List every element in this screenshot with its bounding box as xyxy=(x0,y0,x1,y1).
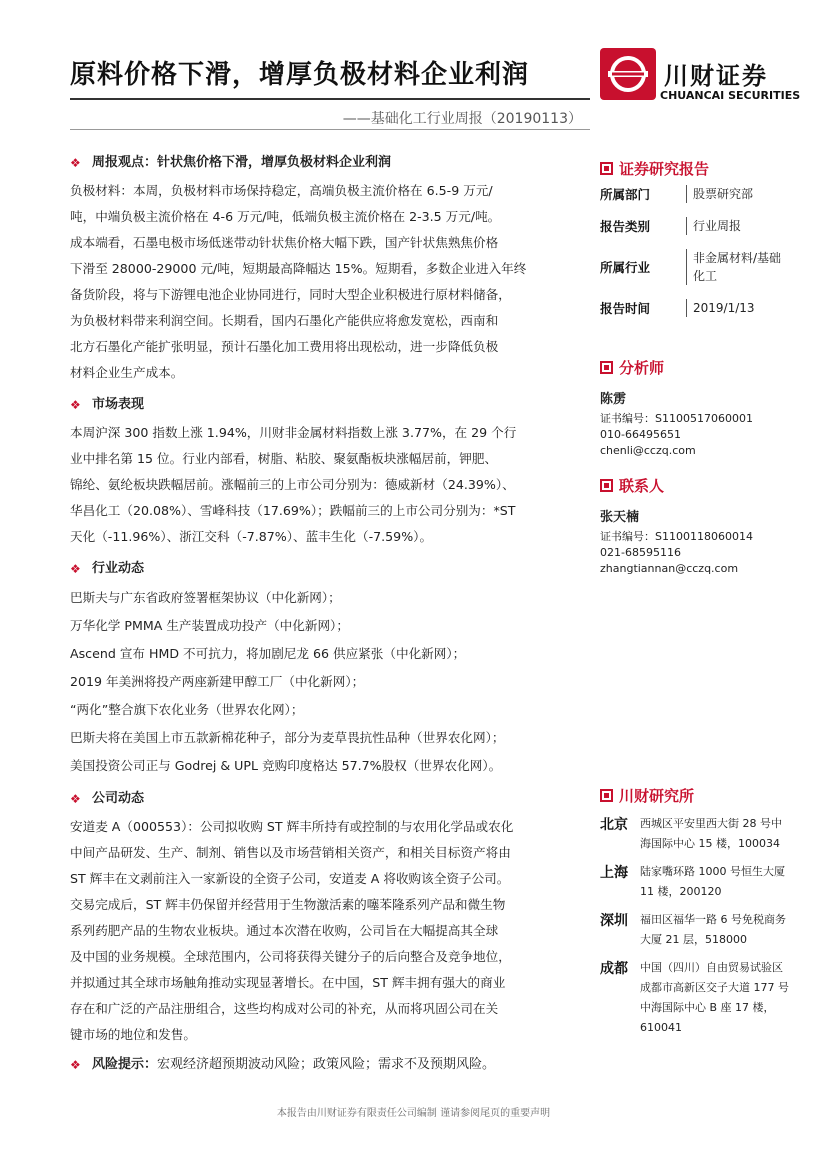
text-line: 中间产品研发、生产、制剂、销售以及市场营销相关资产，和相关目标资产将由 xyxy=(70,845,511,860)
diamond-bullet-icon: ❖ xyxy=(70,792,81,806)
info-row xyxy=(600,217,790,235)
text-line: 华昌化工（20.08%）、雪峰科技（17.69%）；跌幅前三的上市公司分别为：*ST xyxy=(70,503,516,518)
text-line: 安道麦 A（000553）：公司拟收购 ST 辉丰所持有或控制的与农用化学品或农化 xyxy=(70,819,514,834)
header-divider-bottom xyxy=(70,129,590,130)
page-title: 原料价格下滑，增厚负极材料企业利润 xyxy=(70,60,530,90)
analyst-name: 陈雳 xyxy=(600,392,627,407)
info-value: 股票研究部 xyxy=(686,185,790,203)
sidebar-heading-report: 证券研究报告 xyxy=(600,158,790,179)
news-item: “两化”整合旗下农化业务（世界农化网）； xyxy=(70,702,304,717)
sidebar-heading-institute: 川财研究所 xyxy=(600,785,790,806)
sidebar-heading-contact: 联系人 xyxy=(600,475,790,496)
text-line: 本周沪深 300 指数上涨 1.94%，川财非金属材料指数上涨 3.77%，在 29 个行 xyxy=(70,425,517,440)
news-item: 万华化学 PMMA 生产装置成功投产（中化新网）； xyxy=(70,618,349,633)
text-line: 成本端看，石墨电极市场低迷带动针状焦价格大幅下跌，国产针状焦熟焦价格 xyxy=(70,235,499,250)
text-line: 业中排名第 15 位。行业内部看，树脂、粘胶、聚氨酯板块涨幅居前，钾肥、 xyxy=(70,451,498,466)
square-bullet-icon xyxy=(600,789,613,802)
square-bullet-icon xyxy=(600,361,613,374)
risk-label: 风险提示： xyxy=(92,1057,158,1072)
company-paragraph xyxy=(70,814,592,1048)
brand-logo-icon xyxy=(600,48,656,100)
news-item: 2019 年美洲将投产两座新建甲醇工厂（中化新网）； xyxy=(70,674,365,689)
info-value: 2019/1/13 xyxy=(686,299,790,317)
office-addr: 福田区福华一路 6 号免税商务大厦 21 层，518000 xyxy=(640,913,786,946)
news-item: 美国投资公司正与 Godrej & UPL 竞购印度格达 57.7%股权（世界农化网）。 xyxy=(70,758,502,773)
text-line: 交易完成后，ST 辉丰仍保留并经营用于生物激活素的噻苯隆系列产品和微生物 xyxy=(70,897,506,912)
section-heading-view: ❖ 周报观点：针状焦价格下滑，增厚负极材料企业利润 xyxy=(70,150,592,176)
view-paragraph xyxy=(70,178,592,386)
square-bullet-icon xyxy=(600,162,613,175)
page-footer: 本报告由川财证券有限责任公司编制 谨请参阅尾页的重要声明 xyxy=(276,1108,551,1119)
news-item: Ascend 宣布 HMD 不可抗力，将加剧尼龙 66 供应紧张（中化新网）； xyxy=(70,646,466,661)
info-row xyxy=(600,249,790,285)
office-city: 上海 xyxy=(600,865,628,881)
contact-phone: 021-68595116 xyxy=(600,546,681,559)
header-divider xyxy=(70,98,590,100)
office-address xyxy=(600,814,790,854)
text-line: 键市场的地位和发售。 xyxy=(70,1027,196,1042)
text-line: ST 辉丰在文剥前注入一家新设的全资子公司，安道麦 A 将收购该全资子公司。 xyxy=(70,871,510,886)
risk-row xyxy=(70,1052,592,1078)
info-key: 报告时间 xyxy=(600,301,651,316)
text-line: 备货阶段，将与下游锂电池企业协同进行，同时大型企业积极进行原材料储备， xyxy=(70,287,511,302)
risk-text: 宏观经济超预期波动风险；政策风险；需求不及预期风险。 xyxy=(157,1057,496,1072)
sidebar-heading-analyst: 分析师 xyxy=(600,357,790,378)
text-line: 锦纶、氨纶板块跌幅居前。涨幅前三的上市公司分别为：德威新材（24.39%）、 xyxy=(70,477,515,492)
text-line: 天化（-11.96%）、浙江交科（-7.87%）、蓝丰生化（-7.59%）。 xyxy=(70,529,433,544)
office-city: 北京 xyxy=(600,817,628,833)
office-address xyxy=(600,910,790,950)
market-paragraph xyxy=(70,420,592,550)
info-row xyxy=(600,299,790,317)
info-key: 所属行业 xyxy=(600,260,651,275)
contact-email[interactable]: zhangtiannan@cczq.com xyxy=(600,562,739,575)
industry-news-list xyxy=(70,584,592,780)
text-line: 并拟通过其全球市场触角推动实现显著增长。在中国，ST 辉丰拥有强大的商业 xyxy=(70,975,506,990)
info-value: 行业周报 xyxy=(686,217,790,235)
main-content xyxy=(70,148,592,1080)
section-heading-company: ❖ 公司动态 xyxy=(70,786,592,812)
diamond-bullet-icon: ❖ xyxy=(70,398,81,412)
sidebar xyxy=(600,158,790,1038)
report-subtitle: ——基础化工行业周报（20190113） xyxy=(342,111,582,127)
text-line: 材料企业生产成本。 xyxy=(70,365,184,380)
office-addr: 中国（四川）自由贸易试验区成都市高新区交子大道 177 号中海国际中心 B 座 17 楼，610041 xyxy=(640,961,789,1034)
info-value: 非金属材料/基础化工 xyxy=(686,249,790,285)
diamond-bullet-icon: ❖ xyxy=(70,156,81,170)
news-item: 巴斯夫与广东省政府签署框架协议（中化新网）； xyxy=(70,590,341,605)
info-key: 报告类别 xyxy=(600,219,651,234)
office-addr: 西城区平安里西大街 28 号中海国际中心 15 楼，100034 xyxy=(640,817,782,850)
diamond-bullet-icon: ❖ xyxy=(70,1058,81,1072)
text-line: 系列药肥产品的生物农业板块。通过本次潜在收购，公司旨在大幅提高其全球 xyxy=(70,923,499,938)
office-address xyxy=(600,862,790,902)
analyst-phone: 010-66495651 xyxy=(600,428,681,441)
brand-name-en: CHUANCAI SECURITIES xyxy=(660,89,801,102)
text-line: 吨，中端负极主流价格在 4-6 万元/吨，低端负极主流价格在 2-3.5 万元/吨。 xyxy=(70,209,501,224)
diamond-bullet-icon: ❖ xyxy=(70,562,81,576)
info-key: 所属部门 xyxy=(600,187,651,202)
contact-cert: 证书编号：S1100118060014 xyxy=(600,530,753,543)
square-bullet-icon xyxy=(600,479,613,492)
contact-name: 张天楠 xyxy=(600,510,640,525)
text-line: 负极材料：本周，负极材料市场保持稳定，高端负极主流价格在 6.5-9 万元/ xyxy=(70,183,493,198)
news-item: 巴斯夫将在美国上市五款新棉花种子，部分为麦草畏抗性品种（世界农化网）； xyxy=(70,730,505,745)
text-line: 北方石墨化产能扩张明显，预计石墨化加工费用将出现松动，进一步降低负极 xyxy=(70,339,499,354)
office-city: 深圳 xyxy=(600,913,628,929)
office-address xyxy=(600,958,790,1038)
text-line: 下滑至 28000-29000 元/吨，短期最高降幅达 15%。短期看，多数企业进入年终 xyxy=(70,261,527,276)
info-row xyxy=(600,185,790,203)
brand-name: 川财证券 xyxy=(664,62,768,90)
text-line: 为负极材料带来利润空间。长期看，国内石墨化产能供应将愈发宽松，西南和 xyxy=(70,313,499,328)
text-line: 及中国的业务规模。全球范围内，公司将获得关键分子的后向整合及竞争地位， xyxy=(70,949,511,964)
section-heading-market: ❖ 市场表现 xyxy=(70,392,592,418)
office-city: 成都 xyxy=(600,961,628,977)
office-addr: 陆家嘴环路 1000 号恒生大厦 11 楼，200120 xyxy=(640,865,785,898)
analyst-cert: 证书编号：S1100517060001 xyxy=(600,412,753,425)
analyst-email[interactable]: chenli@cczq.com xyxy=(600,444,696,457)
section-heading-industry: ❖ 行业动态 xyxy=(70,556,592,582)
text-line: 存在和广泛的产品注册组合，这些均构成对公司的补充，从而将巩固公司在关 xyxy=(70,1001,499,1016)
